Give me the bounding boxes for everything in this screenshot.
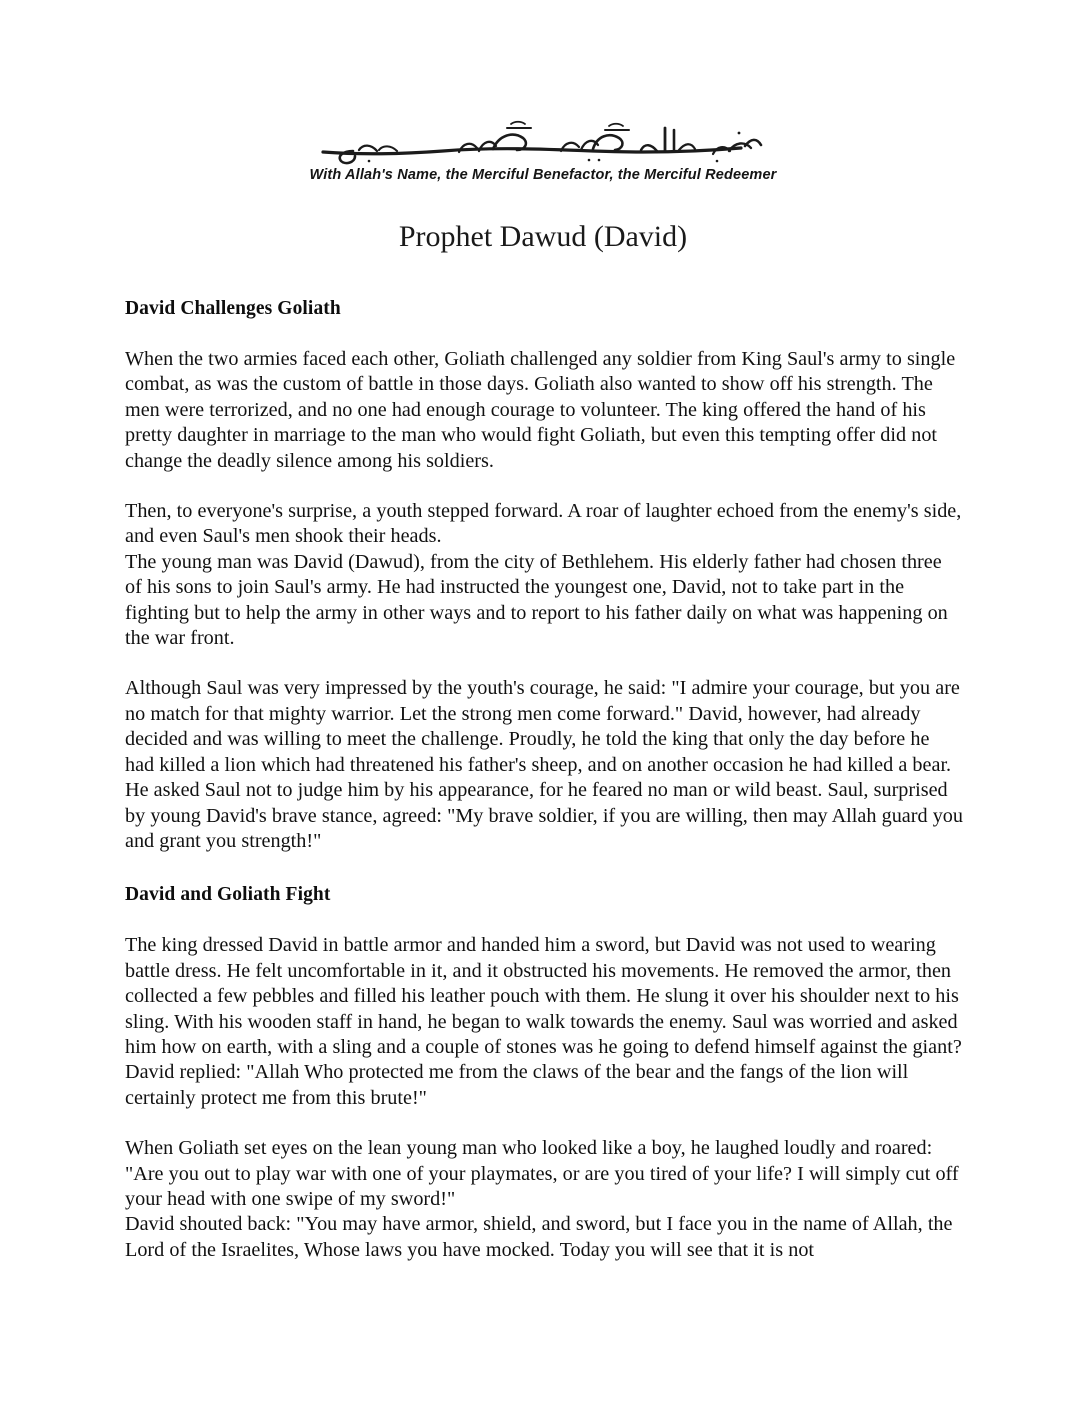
paragraph [125,1136,963,1263]
paragraph [125,676,963,854]
section-heading-david-and-goliath-fight: David and Goliath Fight [125,884,331,906]
basmala-header [0,118,1086,183]
paragraph-line: The young man was David (Dawud), from the city of Bethlehem. His elderly father had chosen three of his sons to join Saul's army. He had instructed the youngest one, David, not to take part in the fighting but to help the army in other ways and to report to his father daily on what was happening on the war front. [125,550,948,650]
section-heading-david-challenges-goliath: David Challenges Goliath [125,298,341,319]
paragraph [125,933,963,1111]
paragraph-line: Although Saul was very impressed by the youth's courage, he said: "I admire your courage, but you are no match for that mighty warrior. Let the strong men come forward." David, however, had already decided and was willing to meet the challenge. Proudly, he told the king that only the day before he had killed a lion which had threatened his father's sheep, and on another occasion he had killed a bear. He asked Saul not to judge him by his appearance, for he feared no man or wild beast. Saul, surprised by young David's brave stance, agreed: "My brave soldier, if you are willing, then may Allah guard you and grant you strength!" [125,677,963,852]
paragraph-line: When the two armies faced each other, Goliath challenged any soldier from King Saul's army to single combat, as was the custom of battle in those days. Goliath also wanted to show off his strength. The men were terrorized, and no one had enough courage to volunteer. The king offered the hand of his pretty daughter in marriage to the man who would fight Goliath, but even this tempting offer did not change the deadly silence among his soldiers. [125,348,956,472]
paragraph [125,347,963,474]
paragraph [125,499,963,651]
document-body [125,296,963,1263]
paragraph-line: Then, to everyone's surprise, a youth stepped forward. A roar of laughter echoed from the enemy's side, and even Saul's men shook their heads. [125,500,962,548]
paragraph-line: The king dressed David in battle armor and handed him a sword, but David was not used to wearing battle dress. He felt uncomfortable in it, and it obstructed his movements. He removed the armor, then collected a few pebbles and filled his leather pouch with them. He slung it over his shoulder next to his sling. With his wooden staff in hand, he began to walk towards the enemy. Saul was worried and asked him how on earth, with a sling and a couple of stones was he going to defend himself against the giant? David replied: "Allah Who protected me from the claws of the bear and the fangs of the lion will certainly protect me from this brute!" [125,934,962,1109]
paragraph-line: David shouted back: "You may have armor, shield, and sword, but I face you in the name of Allah, the Lord of the Israelites, Whose laws you have mocked. Today you will see that it is not [125,1213,953,1261]
page-title: Prophet Dawud (David) [398,220,688,253]
basmala-calligraphy-icon [293,118,793,166]
basmala-caption: With Allah's Name, the Merciful Benefactor, the Merciful Redeemer [309,167,777,183]
paragraph-line: When Goliath set eyes on the lean young man who looked like a boy, he laughed loudly and roared: "Are you out to play war with one of your playmates, or are you tired of your life? I will simply cut off your head with one swipe of my sword!" [125,1137,959,1210]
